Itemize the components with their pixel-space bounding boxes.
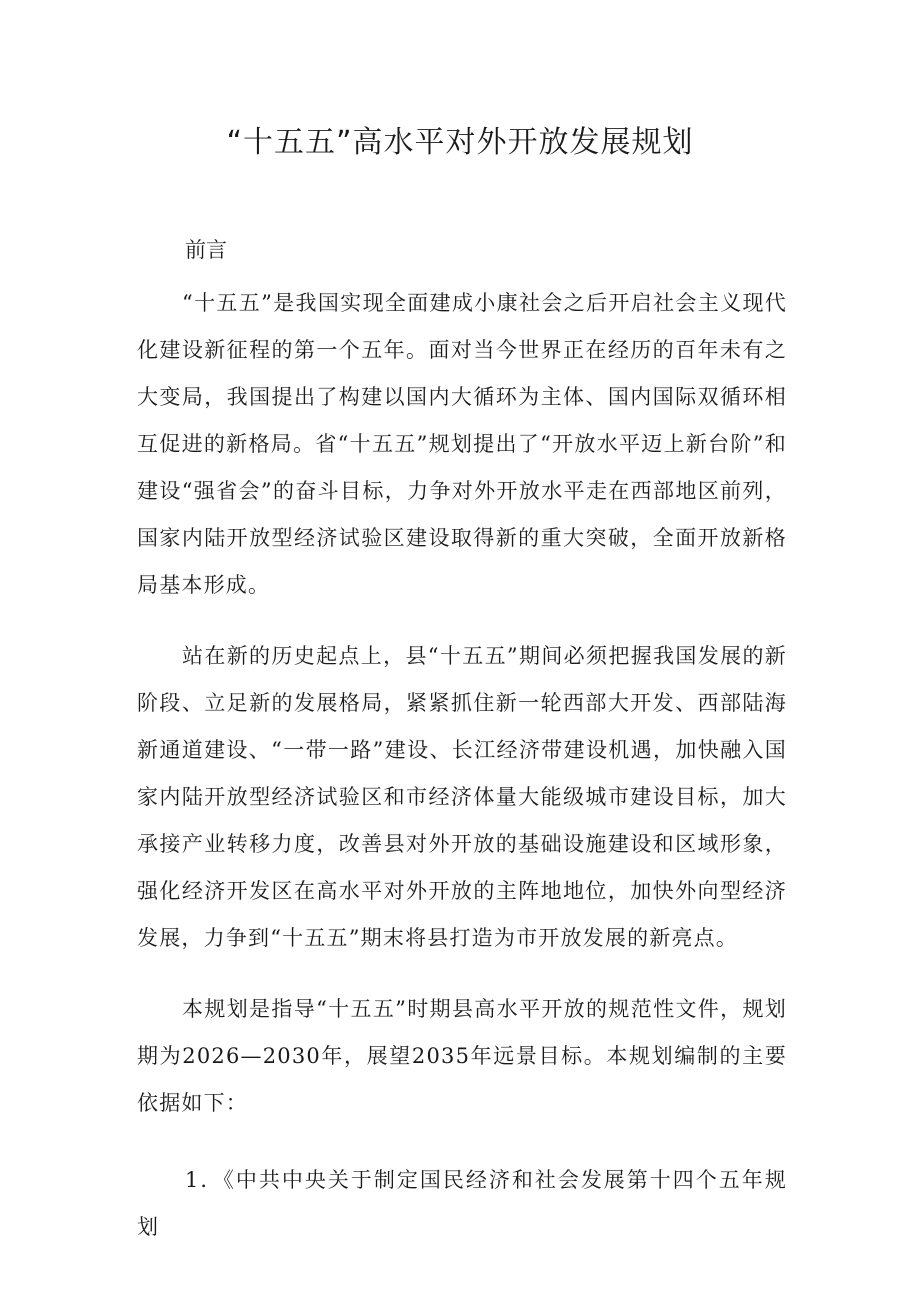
section-heading-preface: 前言	[185, 238, 227, 262]
body-paragraph: 站在新的历史起点上，县“十五五”期间必须把握我国发展的新阶段、立足新的发展格局，紧紧抓住新一轮西部大开发、西部陆海新通道建设、“一带一路”建设、长江经济带建设机遇，加快融入国家内陆开放型经济试验区和市经济体量大能级城市建设目标，加大承接产业转移力度，改善县对外开放的基础设施建设和区域形象，强化经济开发区在高水平对外开放的主阵地地位，加快外向型经济发展，力争到“十五五”期末将县打造为市开放发展的新亮点。	[137, 644, 787, 950]
document-body	[137, 280, 787, 1275]
body-paragraph: 本规划是指导“十五五”时期县高水平开放的规范性文件，规划期为2026—2030年，展望2035年远景目标。本规划编制的主要依据如下：	[137, 997, 787, 1115]
document-title: “十五五”高水平对外开放发展规划	[226, 125, 694, 160]
body-paragraph: “十五五”是我国实现全面建成小康社会之后开启社会主义现代化建设新征程的第一个五年。面对当今世界正在经历的百年未有之大变局，我国提出了构建以国内大循环为主体、国内国际双循环相互促进的新格局。省“十五五”规划提出了“开放水平迈上新台阶”和建设“强省会”的奋斗目标，力争对外开放水平走在西部地区前列，国家内陆开放型经济试验区建设取得新的重大突破，全面开放新格局基本形成。	[137, 291, 787, 597]
basis-list-item: 1．《中共中央关于制定国民经济和社会发展第十四个五年规划	[137, 1168, 787, 1239]
